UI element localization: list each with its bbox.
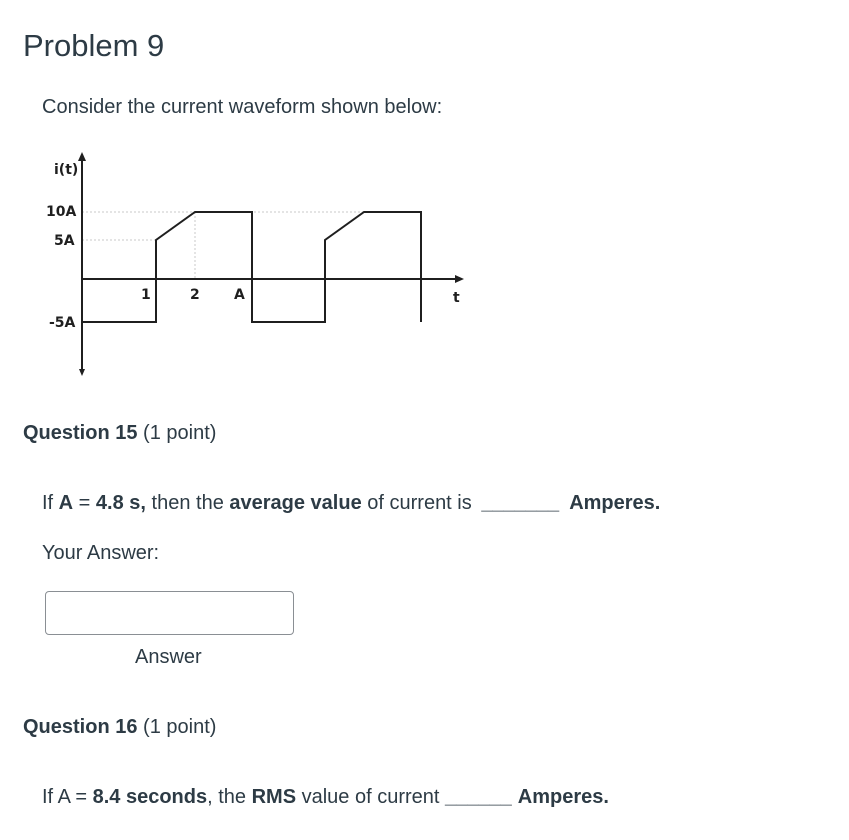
q16-a-value: 8.4 seconds bbox=[92, 786, 208, 808]
q15-average-value: average value bbox=[229, 492, 362, 514]
q16-text-part: If A = bbox=[42, 786, 93, 808]
q15-text-part: If bbox=[42, 492, 59, 514]
y-tick-5A: 5A bbox=[54, 233, 75, 249]
question-16-text bbox=[42, 786, 609, 809]
q15-text-part: of current is bbox=[361, 492, 478, 514]
question-15-heading bbox=[23, 422, 216, 445]
q15-blank: _______ bbox=[481, 492, 560, 514]
question-16-heading bbox=[23, 716, 216, 739]
q16-text-part: value of current bbox=[296, 786, 446, 808]
q15-a-value: 4.8 s, bbox=[95, 492, 146, 514]
answer-input[interactable] bbox=[45, 591, 294, 635]
q15-text-part: then the bbox=[145, 492, 230, 514]
x-axis-arrow bbox=[455, 275, 464, 283]
answer-caption: Answer bbox=[135, 646, 202, 668]
question-16-points: (1 point) bbox=[143, 716, 217, 738]
current-waveform-figure bbox=[40, 148, 480, 380]
question-15-points: (1 point) bbox=[143, 422, 217, 444]
q15-unit: Amperes. bbox=[569, 492, 661, 514]
y-axis-arrow-down bbox=[79, 369, 85, 376]
q16-text-part: , the bbox=[207, 786, 252, 808]
question-16-number: Question 16 bbox=[23, 716, 138, 738]
x-tick-2: 2 bbox=[190, 287, 200, 303]
x-axis-label: t bbox=[453, 290, 460, 306]
q15-var-a: A bbox=[58, 492, 74, 514]
question-15-number: Question 15 bbox=[23, 422, 138, 444]
page-title: Problem 9 bbox=[23, 28, 165, 63]
x-tick-A: A bbox=[234, 287, 245, 303]
y-tick-10A: 10A bbox=[46, 204, 77, 220]
q16-rms: RMS bbox=[251, 786, 297, 808]
y-axis-arrow-up bbox=[78, 152, 86, 161]
q16-blank: ______ bbox=[445, 786, 512, 808]
x-tick-1: 1 bbox=[141, 287, 151, 303]
q16-unit: Amperes. bbox=[517, 786, 609, 808]
question-15-text bbox=[42, 492, 660, 515]
problem-intro: Consider the current waveform shown below: bbox=[42, 96, 443, 118]
q15-text-part: = bbox=[73, 492, 96, 514]
y-axis-label: i(t) bbox=[54, 162, 79, 178]
y-tick-neg5A: -5A bbox=[49, 315, 76, 331]
waveform-trace bbox=[82, 212, 421, 322]
your-answer-label: Your Answer: bbox=[42, 542, 160, 564]
